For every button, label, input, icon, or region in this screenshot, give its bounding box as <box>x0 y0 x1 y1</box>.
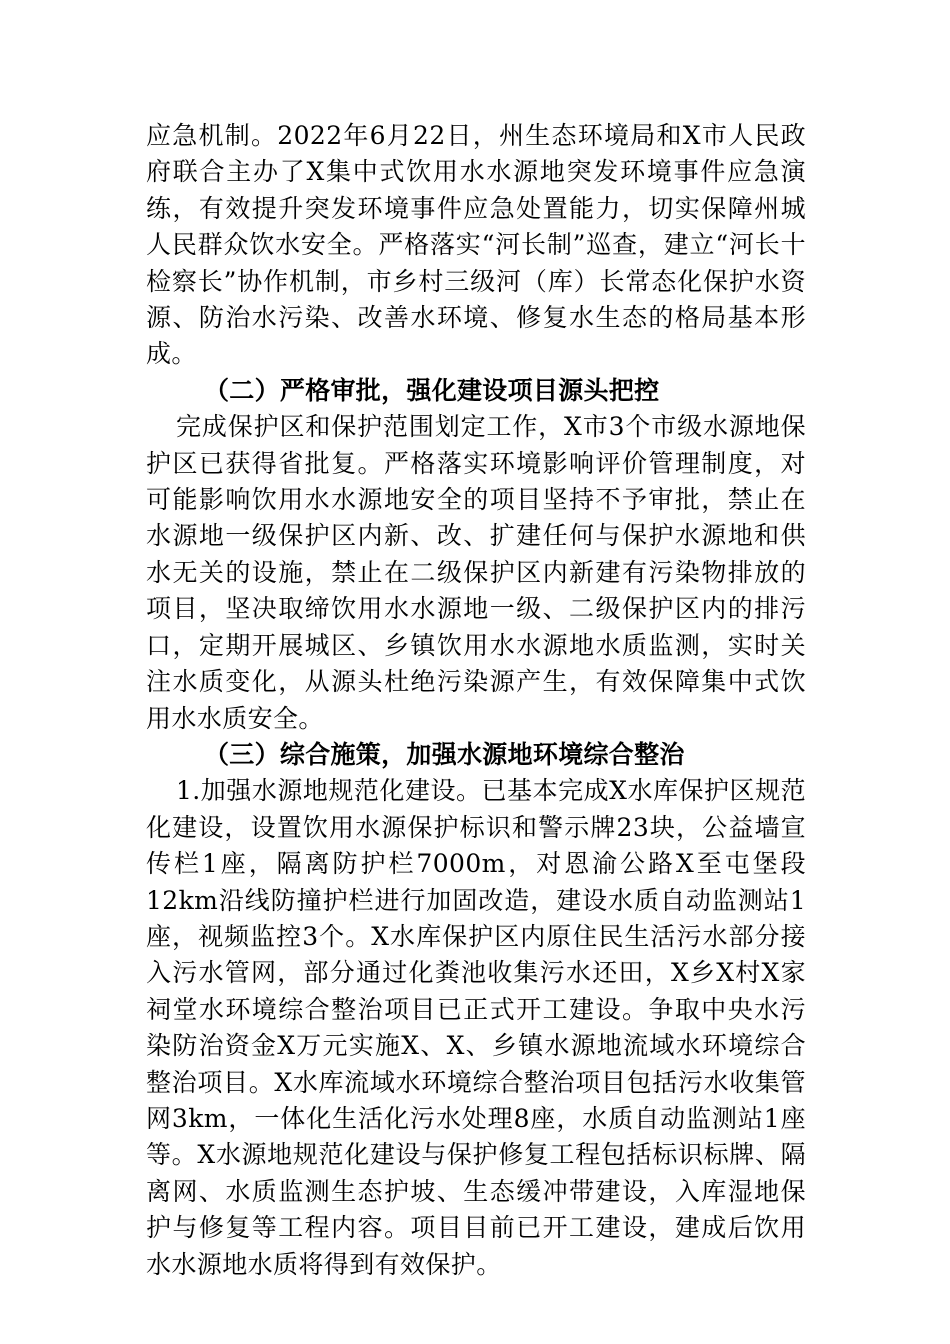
paragraph-emergency-mechanism: 应急机制。2022年6月22日，州生态环境局和X市人民政府联合主办了X集中式饮用水水源地突发环境事件应急演练，有效提升突发环境事件应急处置能力，切实保障州城人民群众饮水安全。严格落实“河长制”巡查，建立“河长十检察长”协作机制，市乡村三级河（库）长常态化保护水资源、防治水污染、改善水环境、修复水生态的格局基本形成。 <box>146 121 806 369</box>
paragraph-standardized-construction: 1.加强水源地规范化建设。已基本完成X水库保护区规范化建设，设置饮用水源保护标识和警示牌23块，公益墙宣传栏1座，隔离防护栏7000m，对恩渝公路X至屯堡段12km沿线防撞护栏进行加固改造，建设水质自动监测站1座，视频监控3个。X水库保护区内原住民生活污水部分接入污水管网，部分通过化粪池收集污水还田，X乡X村X家祠堂水环境综合整治项目已正式开工建设。争取中央水污染防治资金X万元实施X、X、乡镇水源地流域水环境综合整治项目。X水库流域水环境综合整治项目包括污水收集管网3km，一体化生活化污水处理8座，水质自动监测站1座等。X水源地规范化建设与保护修复工程包括标识标牌、隔离网、水质监测生态护坡、生态缓冲带建设，入库湿地保护与修复等工程内容。项目目前已开工建设，建成后饮用水水源地水质将得到有效保护。 <box>146 776 806 1279</box>
section-heading-strict-approval: （二）严格审批，强化建设项目源头把控 <box>204 375 660 405</box>
section-heading-comprehensive-measures: （三）综合施策，加强水源地环境综合整治 <box>204 739 685 769</box>
document-body <box>146 118 806 1283</box>
paragraph-protection-zones: 完成保护区和保护范围划定工作，X市3个市级水源地保护区已获得省批复。严格落实环境影响评价管理制度，对可能影响饮用水水源地安全的项目坚持不予审批，禁止在水源地一级保护区内新、改、扩建任何与保护水源地和供水无关的设施，禁止在二级保护区内新建有污染物排放的项目，坚决取缔饮用水水源地一级、二级保护区内的排污口，定期开展城区、乡镇饮用水水源地水质监测，实时关注水质变化，从源头杜绝污染源产生，有效保障集中式饮用水水质安全。 <box>146 412 806 733</box>
